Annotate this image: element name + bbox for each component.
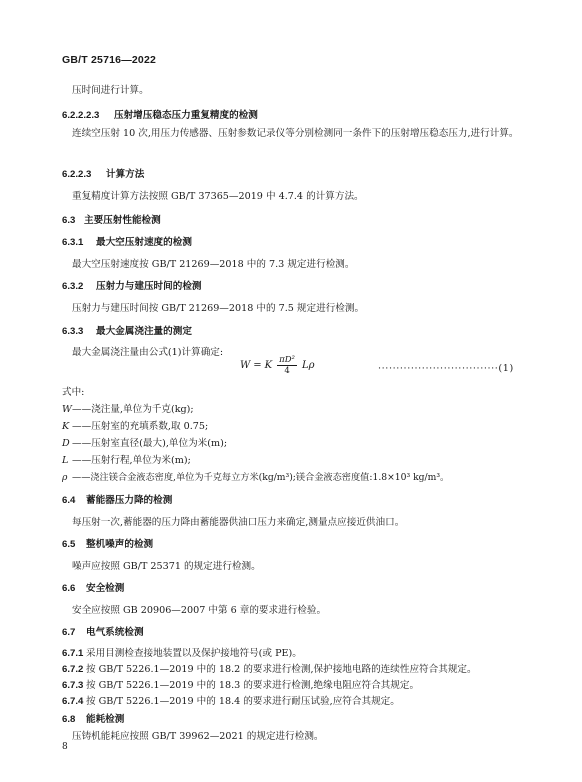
paragraph: 压时间进行计算。 (72, 85, 149, 96)
heading-number: 6.3.1 (62, 237, 84, 248)
heading-title: 压射力与建压时间的检测 (96, 281, 202, 292)
definition: ——压射行程,单位为米(m); (72, 455, 191, 466)
paragraph: 最大金属浇注量由公式(1)计算确定: (72, 347, 224, 358)
heading-title: 最大金属浇注量的测定 (96, 326, 192, 337)
formula-1 (240, 355, 315, 376)
list-item (62, 693, 400, 707)
section-heading-6-3-1 (62, 234, 192, 248)
heading-number: 6.2.2.2.3 (62, 110, 100, 121)
list-item (62, 645, 302, 659)
formula-fraction (277, 355, 297, 376)
section-heading-6-2-2-2-3 (62, 107, 258, 121)
heading-title: 整机噪声的检测 (86, 539, 154, 550)
symbol: K (62, 421, 70, 432)
heading-title: 主要压射性能检测 (84, 215, 161, 226)
section-heading-6-3-2 (62, 278, 202, 292)
definition-row (62, 401, 194, 415)
heading-number: 6.3.3 (62, 326, 84, 337)
heading-number: 6.6 (62, 583, 76, 594)
symbol: D (62, 438, 70, 449)
section-heading-6-2-2-3 (62, 166, 144, 180)
heading-number: 6.7 (62, 627, 76, 638)
list-item-number: 6.7.2 (62, 664, 84, 675)
list-item (62, 661, 477, 675)
page-number: 8 (62, 742, 68, 752)
heading-title: 压射增压稳态压力重复精度的检测 (114, 110, 258, 121)
symbol: ρ (62, 472, 68, 483)
heading-title: 能耗检测 (86, 714, 125, 725)
definition-row (62, 418, 208, 432)
heading-title: 蓄能器压力降的检测 (86, 495, 173, 506)
section-heading-6-3-3 (62, 323, 192, 337)
section-heading-6-5 (62, 536, 153, 550)
section-heading-6-3 (62, 212, 161, 226)
formula-rest: Lρ (301, 360, 315, 371)
where-label: 式中: (62, 387, 85, 398)
paragraph: 连续空压射 10 次,用压力传感器、压射参数记录仪等分别检测同一条件下的压射增压稳态压力,进行计算。 (72, 128, 519, 139)
heading-title: 最大空压射速度的检测 (96, 237, 192, 248)
paragraph: 重复精度计算方法按照 GB/T 37365—2019 中 4.7.4 的计算方法。 (72, 191, 364, 202)
formula-lhs: W (240, 360, 251, 371)
list-item-text: 按 GB/T 5226.1—2019 中的 18.4 的要求进行耐压试验,应符合其规定。 (86, 696, 400, 707)
section-heading-6-8 (62, 711, 124, 725)
symbol: W (62, 404, 72, 415)
definition-row (62, 435, 227, 449)
list-item-number: 6.7.4 (62, 696, 84, 707)
list-item-text: 采用目测检查接地装置以及保护接地符号(或 PE)。 (86, 648, 302, 659)
heading-title: 计算方法 (106, 169, 145, 180)
heading-number: 6.3 (62, 215, 76, 226)
paragraph: 最大空压射速度按 GB/T 21269—2018 中的 7.3 规定进行检测。 (72, 259, 355, 270)
list-item-text: 按 GB/T 5226.1—2019 中的 18.2 的要求进行检测,保护接地电路的连续性应符合其规定。 (86, 664, 477, 675)
section-heading-6-6 (62, 580, 124, 594)
heading-number: 6.8 (62, 714, 76, 725)
heading-title: 安全检测 (86, 583, 125, 594)
formula-k: K (264, 360, 273, 371)
section-heading-6-7 (62, 624, 144, 638)
list-item-number: 6.7.1 (62, 648, 84, 659)
definition: ——压射室直径(最大),单位为米(m); (72, 438, 228, 449)
fraction-numerator: πD² (279, 355, 295, 365)
fraction-denominator: 4 (284, 366, 290, 376)
definition-row (62, 452, 191, 466)
definition: ——浇注量,单位为千克(kg); (72, 404, 194, 415)
heading-title: 电气系统检测 (86, 627, 144, 638)
definition: ——压射室的充填系数,取 0.75; (72, 421, 209, 432)
list-item-number: 6.7.3 (62, 680, 84, 691)
heading-number: 6.4 (62, 495, 76, 506)
heading-number: 6.2.2.3 (62, 169, 92, 180)
definition-row (62, 469, 449, 483)
paragraph: 每压射一次,蓄能器的压力降由蓄能器供油口压力来确定,测量点应接近供油口。 (72, 517, 405, 528)
formula-equals: = (253, 360, 262, 371)
list-item (62, 677, 419, 691)
paragraph: 压铸机能耗应按照 GB/T 39962—2021 的规定进行检测。 (72, 731, 324, 742)
definition: ——浇注镁合金液态密度,单位为千克每立方米(kg/m³);镁合金液态密度值:1.8×10³ kg/m³。 (72, 472, 450, 483)
standard-code: GB/T 25716—2022 (62, 54, 157, 66)
paragraph: 噪声应按照 GB/T 25371 的规定进行检测。 (72, 561, 261, 572)
equation-number: ·································(1) (378, 363, 514, 374)
list-item-text: 按 GB/T 5226.1—2019 中的 18.3 的要求进行检测,绝缘电阻应符合其规定。 (86, 680, 420, 691)
heading-number: 6.3.2 (62, 281, 84, 292)
heading-number: 6.5 (62, 539, 76, 550)
symbol: L (62, 455, 69, 466)
section-heading-6-4 (62, 492, 172, 506)
paragraph: 压射力与建压时间按 GB/T 21269—2018 中的 7.5 规定进行检测。 (72, 303, 365, 314)
paragraph: 安全应按照 GB 20906—2007 中第 6 章的要求进行检验。 (72, 605, 327, 616)
